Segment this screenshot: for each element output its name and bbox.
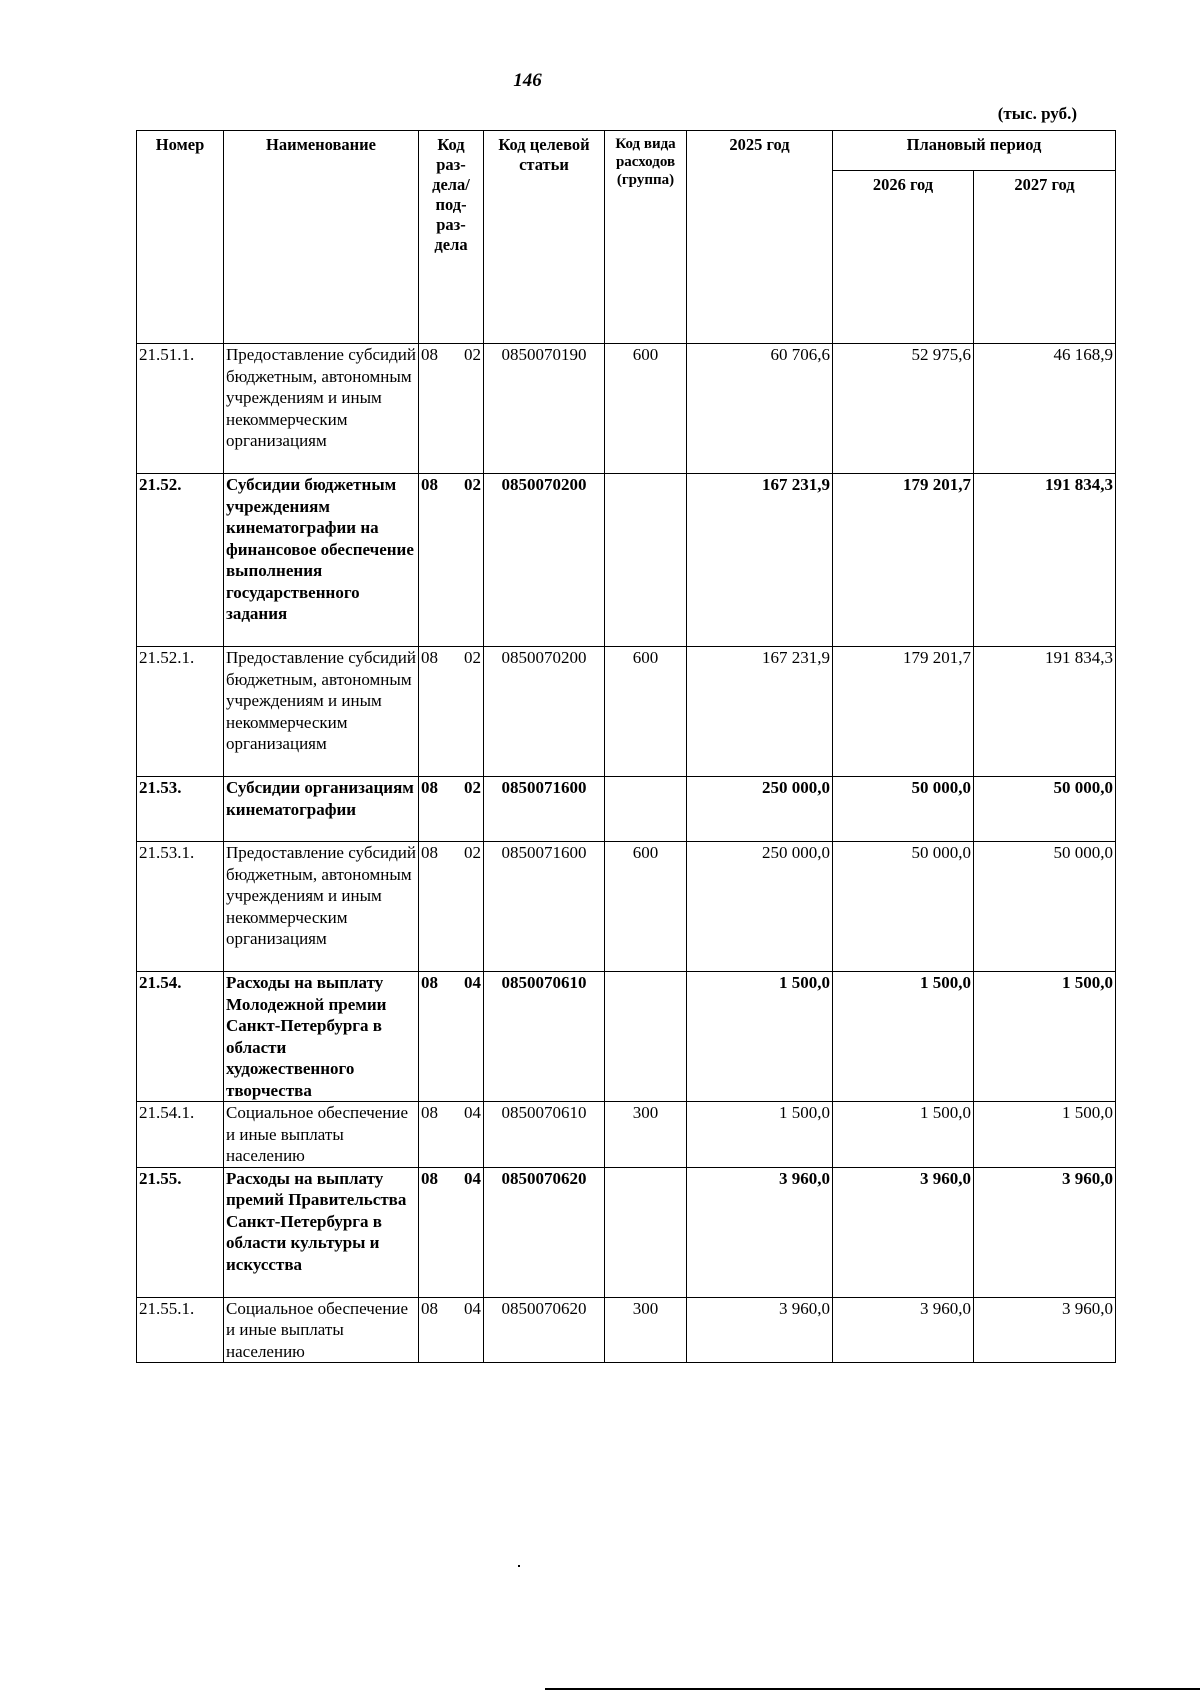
table-row (137, 1297, 1116, 1363)
row-section-code (419, 1297, 484, 1363)
row-section: 08 (421, 475, 438, 494)
row-section-code (419, 1102, 484, 1168)
row-number: 21.55.1. (137, 1297, 224, 1363)
row-section: 08 (421, 1103, 438, 1122)
row-section: 08 (421, 1168, 438, 1188)
row-target-code: 0850070200 (484, 647, 605, 777)
row-amount-2025: 167 231,9 (687, 647, 833, 777)
row-target-code: 0850070610 (484, 972, 605, 1102)
row-name: Предоставление субсидий бюджетным, автономным учреждениям и иным некоммерческим организациям (224, 842, 419, 972)
row-target-code: 0850070620 (484, 1167, 605, 1297)
header-year-2025: 2025 год (687, 131, 833, 344)
row-amount-2027: 3 960,0 (974, 1297, 1116, 1363)
row-section: 08 (421, 648, 438, 667)
row-number: 21.55. (137, 1167, 224, 1297)
row-subsection: 04 (464, 1103, 481, 1122)
row-amount-2026: 3 960,0 (833, 1297, 974, 1363)
row-amount-2025: 1 500,0 (687, 972, 833, 1102)
row-number: 21.52.1. (137, 647, 224, 777)
header-year-2027: 2027 год (974, 171, 1116, 344)
row-number: 21.54. (137, 972, 224, 1102)
row-section: 08 (421, 843, 438, 862)
row-amount-2026: 179 201,7 (833, 474, 974, 647)
row-amount-2025: 3 960,0 (687, 1297, 833, 1363)
row-amount-2025: 250 000,0 (687, 842, 833, 972)
footer-rule (545, 1688, 1200, 1690)
row-amount-2025: 1 500,0 (687, 1102, 833, 1168)
row-section: 08 (421, 345, 438, 364)
row-subsection: 02 (464, 778, 481, 797)
row-section-code (419, 344, 484, 474)
row-subsection: 04 (464, 1168, 481, 1188)
table-row (137, 1102, 1116, 1168)
table-row (137, 1167, 1116, 1297)
row-amount-2027: 46 168,9 (974, 344, 1116, 474)
header-year-2026: 2026 год (833, 171, 974, 344)
row-target-code: 0850071600 (484, 777, 605, 842)
row-expense-group (605, 972, 687, 1102)
header-target-code: Код целевой статьи (484, 131, 605, 344)
units-note: (тыс. руб.) (997, 104, 1077, 123)
row-amount-2026: 52 975,6 (833, 344, 974, 474)
budget-table (136, 130, 1116, 1363)
row-section: 08 (421, 1298, 438, 1318)
row-target-code: 0850071600 (484, 842, 605, 972)
scan-dot (518, 1565, 520, 1567)
row-amount-2027: 191 834,3 (974, 474, 1116, 647)
header-number: Номер (137, 131, 224, 344)
row-section: 08 (421, 973, 438, 992)
row-number: 21.53.1. (137, 842, 224, 972)
row-subsection: 02 (464, 345, 481, 364)
header-section-code-text: Код раз-дела/ под-раз-дела (432, 135, 470, 254)
table-row (137, 647, 1116, 777)
row-amount-2026: 3 960,0 (833, 1167, 974, 1297)
row-name: Субсидии организациям кинематографии (224, 777, 419, 842)
row-amount-2027: 50 000,0 (974, 842, 1116, 972)
row-name: Социальное обеспечение и иные выплаты населению (224, 1297, 419, 1363)
row-amount-2026: 50 000,0 (833, 842, 974, 972)
row-subsection: 02 (464, 475, 481, 494)
row-target-code: 0850070190 (484, 344, 605, 474)
table-row (137, 842, 1116, 972)
page-number: 146 (513, 70, 542, 91)
row-amount-2026: 50 000,0 (833, 777, 974, 842)
row-name: Расходы на выплату премий Правительства Санкт-Петербурга в области культуры и искусства (224, 1167, 419, 1297)
row-number: 21.53. (137, 777, 224, 842)
row-amount-2026: 1 500,0 (833, 1102, 974, 1168)
row-amount-2027: 191 834,3 (974, 647, 1116, 777)
table-row (137, 474, 1116, 647)
row-subsection: 04 (464, 1298, 481, 1318)
header-name: Наименование (224, 131, 419, 344)
row-name: Предоставление субсидий бюджетным, автономным учреждениям и иным некоммерческим организациям (224, 647, 419, 777)
row-section-code (419, 1167, 484, 1297)
row-target-code: 0850070200 (484, 474, 605, 647)
row-amount-2026: 1 500,0 (833, 972, 974, 1102)
row-subsection: 02 (464, 843, 481, 862)
row-section-code (419, 842, 484, 972)
row-name: Расходы на выплату Молодежной премии Санкт-Петербурга в области художественного творчества (224, 972, 419, 1102)
row-section-code (419, 474, 484, 647)
row-section-code (419, 647, 484, 777)
row-amount-2025: 167 231,9 (687, 474, 833, 647)
row-subsection: 02 (464, 648, 481, 667)
header-expense-type: Код вида расходов (группа) (605, 131, 687, 344)
row-amount-2027: 1 500,0 (974, 972, 1116, 1102)
row-name: Социальное обеспечение и иные выплаты населению (224, 1102, 419, 1168)
row-number: 21.51.1. (137, 344, 224, 474)
row-expense-group (605, 1167, 687, 1297)
row-expense-group: 600 (605, 842, 687, 972)
row-expense-group: 300 (605, 1102, 687, 1168)
row-amount-2027: 3 960,0 (974, 1167, 1116, 1297)
row-expense-group (605, 777, 687, 842)
table-body (137, 344, 1116, 1363)
header-planning-period: Плановый период (833, 131, 1116, 171)
row-amount-2027: 1 500,0 (974, 1102, 1116, 1168)
table-row (137, 344, 1116, 474)
table-row (137, 972, 1116, 1102)
row-target-code: 0850070620 (484, 1297, 605, 1363)
row-subsection: 04 (464, 973, 481, 992)
row-expense-group: 300 (605, 1297, 687, 1363)
row-expense-group (605, 474, 687, 647)
row-expense-group: 600 (605, 647, 687, 777)
row-section-code (419, 972, 484, 1102)
row-expense-group: 600 (605, 344, 687, 474)
table-row (137, 777, 1116, 842)
row-section-code (419, 777, 484, 842)
row-target-code: 0850070610 (484, 1102, 605, 1168)
header-section-code (419, 131, 484, 344)
row-section: 08 (421, 778, 438, 797)
row-amount-2025: 60 706,6 (687, 344, 833, 474)
row-amount-2025: 3 960,0 (687, 1167, 833, 1297)
row-amount-2025: 250 000,0 (687, 777, 833, 842)
row-amount-2026: 179 201,7 (833, 647, 974, 777)
row-name: Субсидии бюджетным учреждениям кинематографии на финансовое обеспечение выполнения государственного задания (224, 474, 419, 647)
row-name: Предоставление субсидий бюджетным, автономным учреждениям и иным некоммерческим организациям (224, 344, 419, 474)
row-number: 21.52. (137, 474, 224, 647)
row-number: 21.54.1. (137, 1102, 224, 1168)
row-amount-2027: 50 000,0 (974, 777, 1116, 842)
